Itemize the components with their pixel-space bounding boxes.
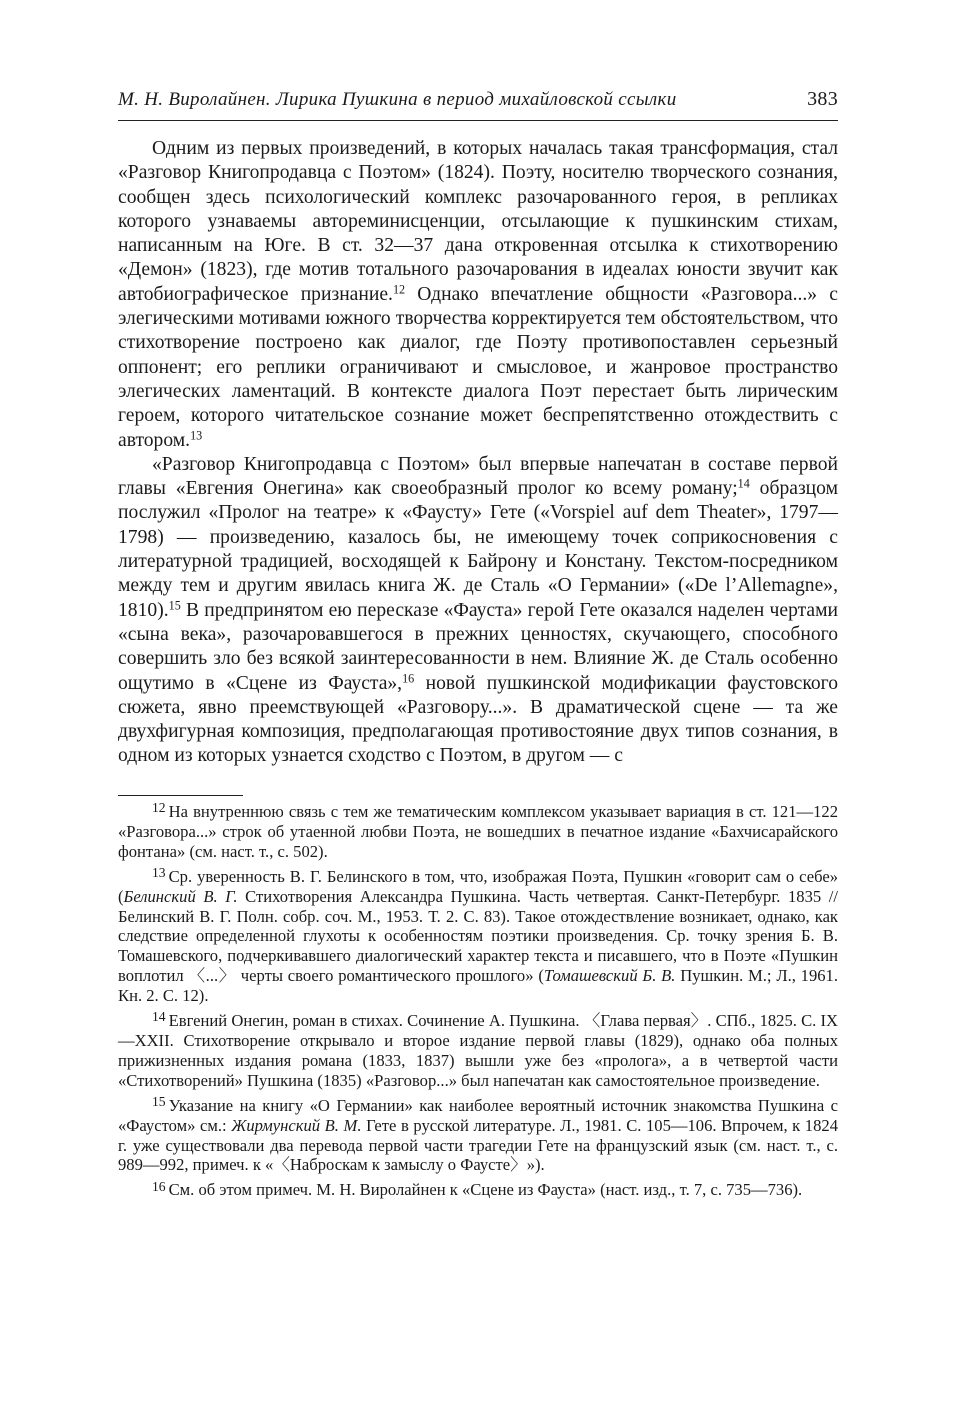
footnote-number: 12 (152, 800, 166, 816)
text-run: Указание на книгу «О Германии» как наиболее вероятный источник знакомства Пушкина с «Фаустом» см.: (118, 1095, 838, 1135)
footnote (118, 1180, 838, 1200)
text-run: новой пушкинской модификации фаустовского сюжета, явно преемствующей «Разговору...». В драматической сцене — та же двухфигурная композиция, предполагающая противостояние двух типов сознания, в одном из которых узнается сходство с Поэтом, в другом — с (118, 672, 838, 767)
footnote (118, 1011, 838, 1091)
paragraph (118, 453, 838, 769)
author-name-italic: Белинский В. Г. (123, 886, 238, 906)
text-run: Одним из первых произведений, в которых началась такая трансформация, стал «Разговор Книгопродавца с Поэтом» (1824). Поэту, носителю творческого сознания, сообщен здесь психологический комплекс разочарованного героя, в репликах которого узнаваемы автореминисценции, отсылающие к пушкинским стихам, написанным на Юге. В ст. 32—37 дана откровенная отсылка к стихотворению «Демон» (1823), где мотив тотального разочарования в идеалах юности звучит как автобиографическое признание. (118, 138, 838, 305)
footnote-rule (118, 795, 243, 796)
footnote-reference: 13 (190, 427, 203, 442)
footnote (118, 1093, 838, 1176)
text-run: Пушкин. М.; Л., 1961. Кн. 2. С. 12). (118, 966, 838, 1006)
footnote-number: 13 (152, 864, 166, 880)
author-name-italic: Томашевский Б. В. (543, 966, 676, 986)
footnote (118, 802, 838, 862)
text-run: Стихотворения Александра Пушкина. Часть четвертая. Санкт-Петербург. 1835 // Белинский В. Г. Полн. собр. соч. М., 1953. Т. 2. С. 83). Такое отождествление возникает, однако, как следствие определенной глухоты к особенностям поэтики произведения. Ср. точку зрения Б. В. Томашевского, подчеркивавшего диалогический характер текста и писавшего, что в Поэте «Пушкин воплотил 〈...〉 черты своего романтического прошлого» ( (118, 886, 838, 986)
footnotes (118, 802, 838, 1205)
text-run: образцом послужил «Пролог на театре» к «Фаусту» Гете («Vorspiel auf dem Theater», 1797—1798) — произведению, казалось бы, не имеющему точек соприкосновения с литературной традицией, восходящей к Байрону и Констану. Текстом-посредником между тем и другим явилась книга Ж. де Сталь «О Германии» («De l’Allemagne», 1810). (118, 478, 838, 621)
footnote (118, 864, 838, 1006)
author-name-italic: Жирмунский В. М. (231, 1115, 362, 1135)
footnote-reference: 12 (392, 282, 406, 297)
footnote-reference: 16 (402, 670, 415, 685)
main-text (118, 137, 838, 769)
footnote-reference: 14 (737, 476, 750, 491)
text-run: «Разговор Книгопродавца с Поэтом» был впервые напечатан в составе первой главы «Евгения Онегина» как своеобразный пролог ко всему роману; (118, 453, 838, 500)
text-run: Гете в русской литературе. Л., 1981. С. 105—106. Впрочем, к 1824 г. уже существовали два перевода первой части трагедии Гете на французский язык (см. наст. т., с. 989—992, примеч. к «〈Наброскам к замыслу о Фаусте〉»). (118, 1115, 838, 1175)
header-rule (118, 120, 838, 121)
footnote-number: 14 (152, 1009, 166, 1025)
text-run: Однако впечатление общности «Разговора...» с элегическими мотивами южного творчества корректируется тем обстоятельством, что стихотворение построено как диалог, где Поэту противопоставлен серьезный оппонент; его реплики ограничивают и смысловое, и жанровое пространство элегических ламентаций. В контексте диалога Поэт перестает быть лирическим героем, которого читательское сознание может беспрепятственно отождествить с автором. (118, 283, 838, 451)
page-number: 383 (807, 88, 838, 110)
footnote-reference: 15 (168, 597, 181, 612)
text-run: Евгений Онегин, роман в стихах. Сочинение А. Пушкина. 〈Глава первая〉. СПб., 1825. С. IX—XXII. Стихотворение открывало и второе издание первой главы (1829), однако оба полных прижизненных издания романа (1833, 1837) вышли уже без «пролога», а в четвертой части «Стихотворений» Пушкина (1835) «Разговор...» был напечатан как самостоятельное произведение. (118, 1011, 838, 1090)
text-run: См. об этом примеч. М. Н. Виролайнен к «Сцене из Фауста» (наст. изд., т. 7, с. 735—736). (168, 1180, 803, 1200)
text-run: В предпринятом ею пересказе «Фауста» герой Гете оказался наделен чертами «сына века», разочаровавшегося в прежних ценностях, скучающего, способного совершить зло без всякой заинтересованности в нем. Влияние Ж. де Сталь особенно ощутимо в «Сцене из Фауста», (118, 599, 838, 694)
footnote-number: 16 (152, 1178, 166, 1194)
running-head (118, 88, 838, 111)
footnote-number: 15 (152, 1093, 166, 1109)
running-title: М. Н. Виролайнен. Лирика Пушкина в период михайловской ссылки (118, 89, 677, 110)
text-run: На внутреннюю связь с тем же тематическим комплексом указывает вариация в ст. 121—122 «Разговора...» строк об утаенной любви Поэта, не вошедших в печатное издание «Бахчисарайского фонтана» (см. наст. т., с. 502). (118, 802, 838, 861)
paragraph (118, 137, 838, 453)
text-run: Ср. уверенность В. Г. Белинского в том, что, изображая Поэта, Пушкин «говорит сам о себе» ( (118, 866, 838, 906)
